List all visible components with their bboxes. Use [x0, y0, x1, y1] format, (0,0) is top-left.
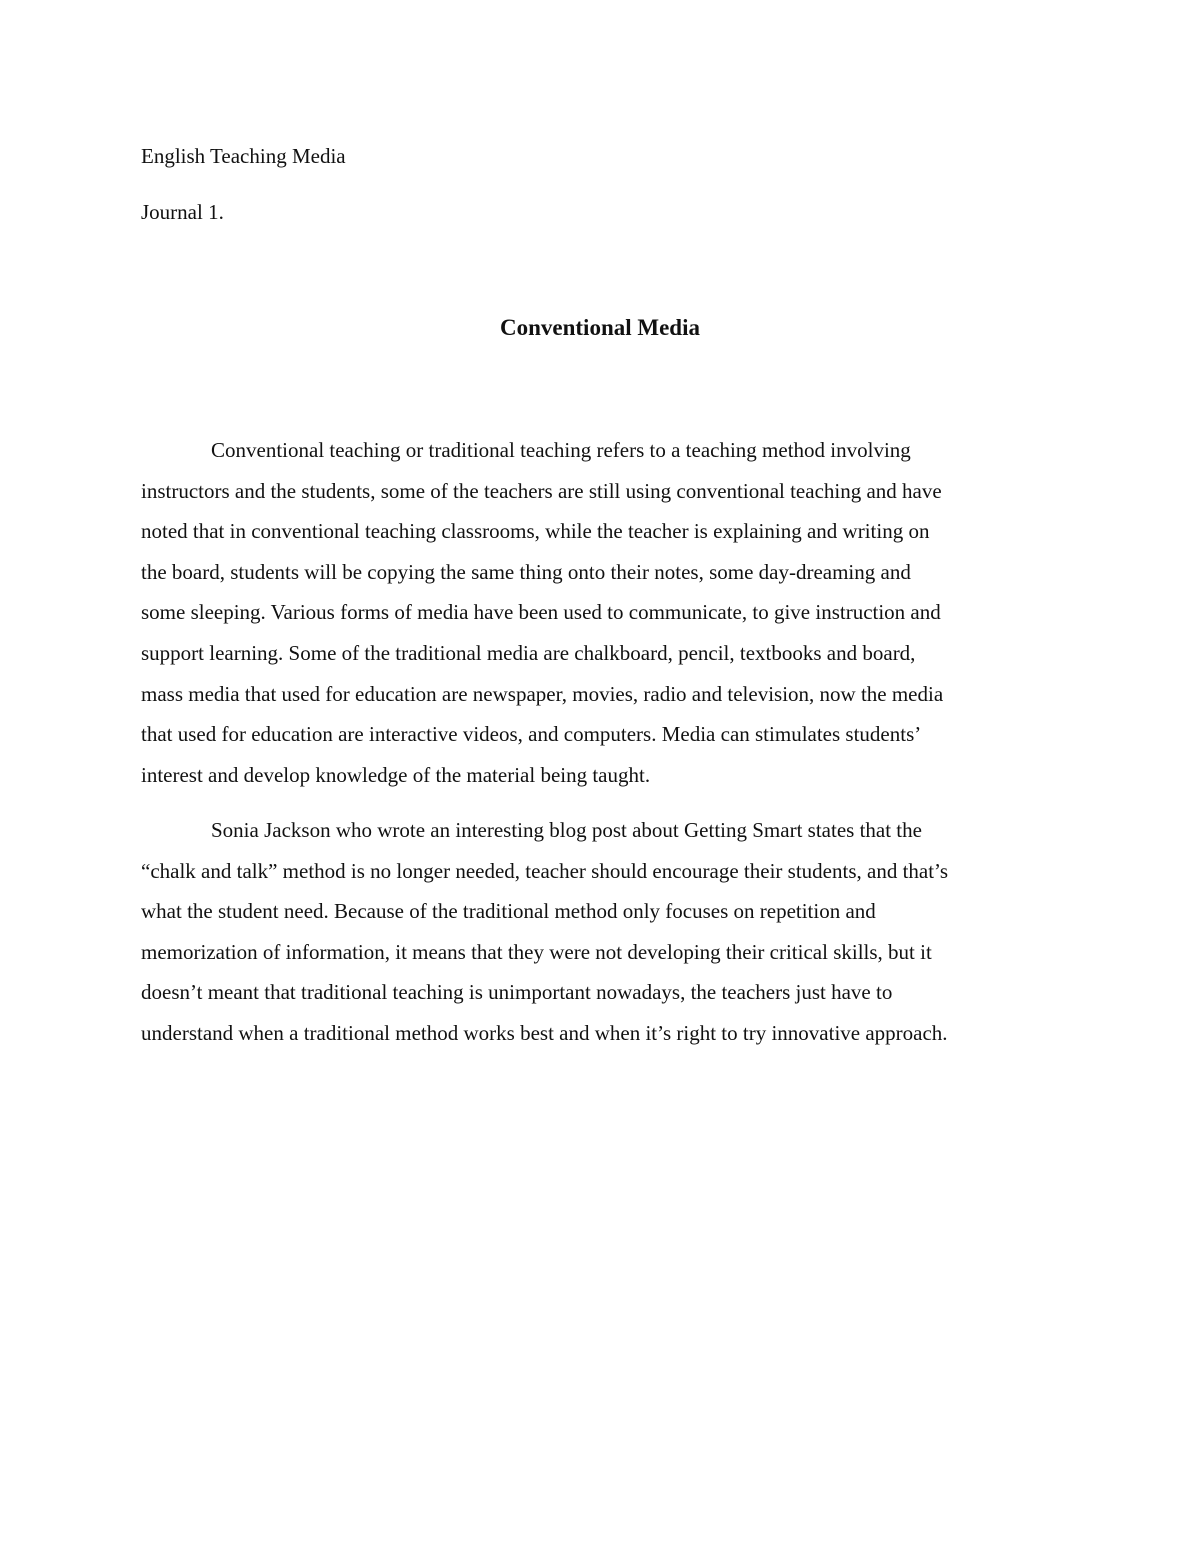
paragraph-line: noted that in conventional teaching classrooms, while the teacher is explaining and writing on [141, 519, 930, 544]
paragraph-line: instructors and the students, some of the teachers are still using conventional teaching and have [141, 478, 942, 503]
paragraph-line: support learning. Some of the traditional media are chalkboard, pencil, textbooks and board, [141, 640, 916, 665]
paragraph-line: that used for education are interactive videos, and computers. Media can stimulates students’ [141, 722, 922, 747]
paragraph-2 [141, 810, 1071, 1054]
paragraph-line: “chalk and talk” method is no longer needed, teacher should encourage their students, and that’s [141, 858, 949, 883]
journal-label: Journal 1. [141, 200, 224, 224]
paragraph-line: interest and develop knowledge of the material being taught. [141, 762, 651, 787]
paragraph-line: what the student need. Because of the traditional method only focuses on repetition and [141, 899, 876, 924]
course-name: English Teaching Media [141, 144, 346, 168]
paragraph-1 [141, 430, 1071, 795]
paragraph-line: mass media that used for education are newspaper, movies, radio and television, now the media [141, 681, 944, 706]
document-title: Conventional Media [500, 315, 700, 340]
paragraph-line: doesn’t meant that traditional teaching is unimportant nowadays, the teachers just have to [141, 980, 893, 1005]
paragraph-line: memorization of information, it means that they were not developing their critical skills, but it [141, 939, 932, 964]
paragraph-line: some sleeping. Various forms of media have been used to communicate, to give instruction and [141, 600, 941, 625]
paragraph-line: Conventional teaching or traditional teaching refers to a teaching method involving [211, 438, 911, 462]
paragraph-line: the board, students will be copying the same thing onto their notes, some day-dreaming and [141, 559, 911, 584]
paragraph-line: understand when a traditional method works best and when it’s right to try innovative approach. [141, 1020, 948, 1045]
paragraph-line: Sonia Jackson who wrote an interesting blog post about Getting Smart states that the [211, 818, 922, 842]
